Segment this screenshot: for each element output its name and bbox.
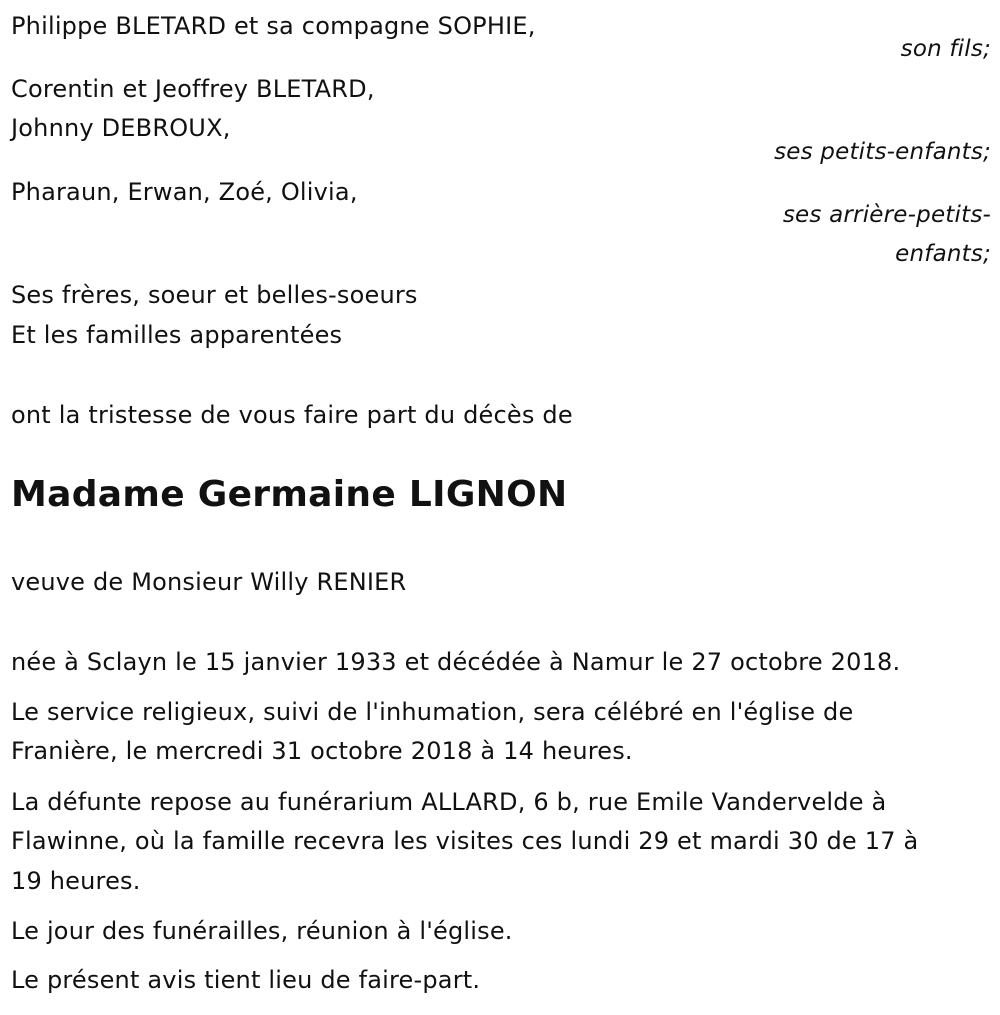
- rest-line-1: La défunte repose au funérarium ALLARD, 6 b, rue Emile Vandervelde à: [11, 788, 887, 816]
- notice-line: Le présent avis tient lieu de faire-part.: [11, 966, 481, 994]
- great-grandchildren-line: Pharaun, Erwan, Zoé, Olivia,: [11, 178, 358, 206]
- related-families-line: Et les familles apparentées: [11, 321, 343, 349]
- grandchildren-relation: ses petits-enfants;: [774, 139, 991, 165]
- birth-death-line: née à Sclayn le 15 janvier 1933 et décédée à Namur le 27 octobre 2018.: [11, 648, 901, 676]
- rest-line-2: Flawinne, où la famille recevra les visites ces lundi 29 et mardi 30 de 17 à: [11, 827, 919, 855]
- great-grandchildren-relation-2: enfants;: [895, 241, 991, 267]
- great-grandchildren-relation-1: ses arrière-petits-: [782, 202, 991, 228]
- service-line-2: Franière, le mercredi 31 octobre 2018 à 14 heures.: [11, 737, 633, 765]
- son-relation: son fils;: [900, 36, 991, 62]
- rest-line-3: 19 heures.: [11, 867, 141, 895]
- grandchildren-line-1: Corentin et Jeoffrey BLETARD,: [11, 75, 375, 103]
- service-line-1: Le service religieux, suivi de l'inhumation, sera célébré en l'église de: [11, 698, 854, 726]
- siblings-line: Ses frères, soeur et belles-soeurs: [11, 281, 418, 309]
- announcement-line: ont la tristesse de vous faire part du décès de: [11, 401, 573, 429]
- grandchildren-line-2: Johnny DEBROUX,: [11, 114, 231, 142]
- deceased-name: Madame Germaine LIGNON: [11, 474, 568, 515]
- son-line: Philippe BLETARD et sa compagne SOPHIE,: [11, 12, 536, 40]
- widow-of-line: veuve de Monsieur Willy RENIER: [11, 568, 407, 596]
- meeting-line: Le jour des funérailles, réunion à l'église.: [11, 917, 513, 945]
